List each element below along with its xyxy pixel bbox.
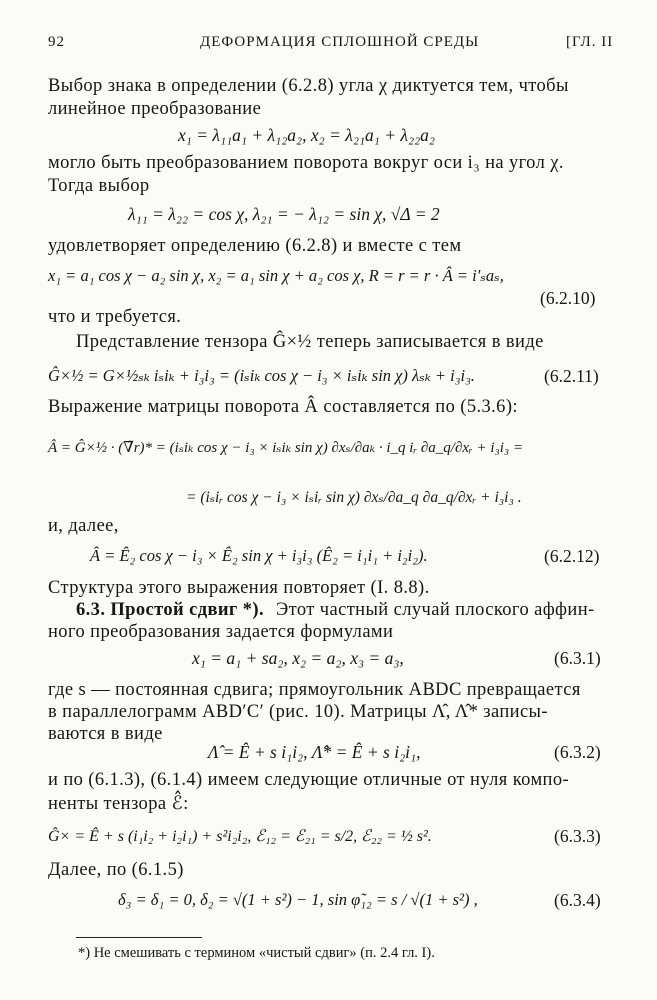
running-title: ДЕФОРМАЦИЯ СПЛОШНОЙ СРЕДЫ [200,34,480,50]
paragraph-line: что и требуется. [48,307,182,327]
equation: Â = Ĝ×½ · (∇̃r)* = (iₛiₖ cos χ − i₃ × iₛiₖ sin χ) ∂xₛ/∂aₖ · i_q iᵣ ∂a_q/∂xᵣ + i₃i₃ = [48,440,523,456]
equation-number: (6.3.3) [554,826,601,846]
equation-number: (6.2.11) [544,366,599,386]
paragraph-line: в параллелограмм ABD′C′ (рис. 10). Матрицы Λ̂, Λ̂* записы- [48,702,548,722]
paragraph-line: Тогда выбор [48,176,150,196]
footnote-rule [76,937,202,938]
equation: Λ̂ = Ê + s i₁i₂, Λ̂* = Ê + s i₂i₁, [208,742,421,762]
equation: Ĝ×½ = G×½ₛₖ iₛiₖ + i₃i₃ = (iₛiₖ cos χ − i₃ × iₛiₖ sin χ) λₛₖ + i₃i₃. [48,366,475,385]
paragraph-line: удовлетворяет определению (6.2.8) и вместе с тем [48,236,462,256]
paragraph-line: и, далее, [48,516,119,536]
paragraph-line: ненты тензора ℰ̂: [48,794,189,814]
paragraph-line: могло быть преобразованием поворота вокруг оси i₃ на угол χ. [48,153,564,173]
equation: Ĝ× = Ê + s (i₁i₂ + i₂i₁) + s²i₂i₂, ℰ₁₂ = ℰ₂₁ = s/2, ℰ₂₂ = ½ s². [48,828,432,845]
equation: = (iₛiᵣ cos χ − i₃ × iₛiᵣ sin χ) ∂xₛ/∂a_q ∂a_q/∂xᵣ + i₃i₃ . [186,489,522,506]
equation: x₁ = λ₁₁a₁ + λ₁₂a₂, x₂ = λ₂₁a₁ + λ₂₂a₂ [178,125,436,145]
page-number: 92 [48,34,65,50]
equation: λ₁₁ = λ₂₂ = cos χ, λ₂₁ = − λ₁₂ = sin χ, √Δ = 2 [128,204,440,224]
paragraph-line: и по (6.1.3), (6.1.4) имеем следующие отличные от нуля компо- [48,770,570,790]
paragraph-line: Выбор знака в определении (6.2.8) угла χ диктуется тем, чтобы [48,76,569,96]
paragraph-line: Далее, по (6.1.5) [48,860,184,880]
section-heading: 6.3. Простой сдвиг *). [76,600,264,620]
footnote: *) Не смешивать с термином «чистый сдвиг» (п. 2.4 гл. I). [78,945,435,961]
paragraph-line: Выражение матрицы поворота Â составляется по (5.3.6): [48,397,518,417]
equation-number: (6.2.10) [540,288,596,308]
equation: x₁ = a₁ cos χ − a₂ sin χ, x₂ = a₁ sin χ + a₂ cos χ, R = r = r · Â = i′ₛaₛ, [48,266,504,285]
chapter-label: [ГЛ. II [566,34,614,50]
paragraph-line: ваются в виде [48,724,163,744]
paragraph-line: Этот частный случай плоского аффин- [276,600,595,620]
paragraph-line: Представление тензора Ĝ×½ теперь записывается в виде [76,332,544,352]
equation-number: (6.3.1) [554,648,601,668]
equation: δ₃ = δ₁ = 0, δ₂ = √(1 + s²) − 1, sin φ̃₁₂ = s / √(1 + s²) , [118,890,478,909]
paragraph-line: где s — постоянная сдвига; прямоугольник ABDC превращается [48,680,581,700]
equation: Â = Ê₂ cos χ − i₃ × Ê₂ sin χ + i₃i₃ (Ê₂ = i₁i₁ + i₂i₂). [90,546,428,565]
paragraph-line: Структура этого выражения повторяет (I. 8.8). [48,578,430,598]
equation-number: (6.3.4) [554,890,601,910]
paragraph-line: ного преобразования задается формулами [48,622,394,642]
equation: x₁ = a₁ + sa₂, x₂ = a₂, x₃ = a₃, [192,648,404,668]
paragraph-line: линейное преобразование [48,99,262,119]
equation-number: (6.2.12) [544,546,600,566]
equation-number: (6.3.2) [554,742,601,762]
